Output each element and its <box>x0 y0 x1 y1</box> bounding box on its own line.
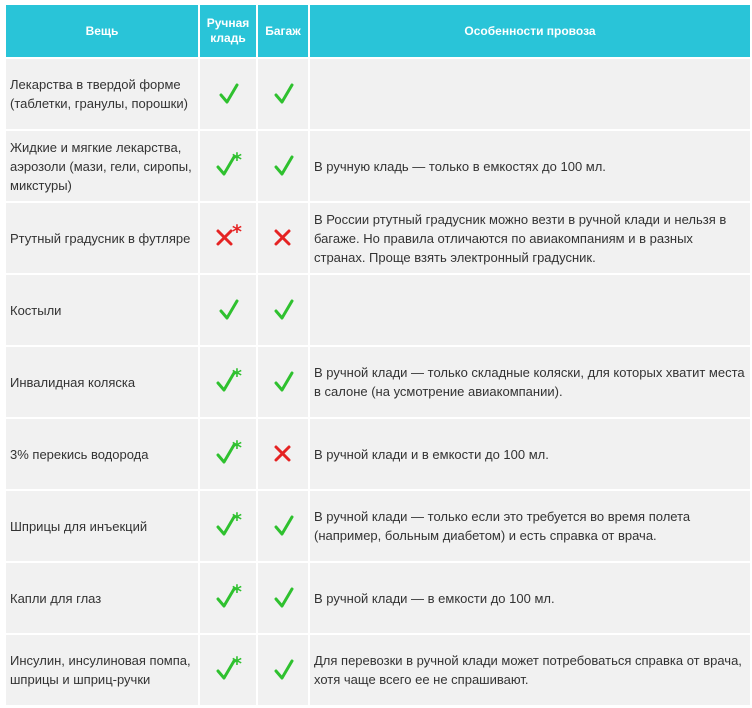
header-notes: Особенности провоза <box>310 5 750 57</box>
baggage-cell <box>258 563 308 633</box>
header-carry-on: Ручная кладь <box>200 5 256 57</box>
carry-on-cell <box>200 491 256 561</box>
table-row <box>6 347 750 417</box>
check-icon <box>271 586 301 610</box>
check-icon <box>213 437 243 466</box>
baggage-cell <box>258 635 308 705</box>
cross-icon <box>271 442 301 466</box>
item-name: Костыли <box>6 275 198 345</box>
table-row <box>6 203 750 273</box>
asterisk-mark: * <box>232 221 242 243</box>
baggage-cell <box>258 347 308 417</box>
check-icon <box>271 154 301 178</box>
check-icon <box>213 653 243 682</box>
transport-notes <box>310 59 750 129</box>
check-icon <box>271 658 301 682</box>
table-row <box>6 635 750 705</box>
carry-on-cell <box>200 563 256 633</box>
check-icon <box>271 298 301 322</box>
table-row <box>6 59 750 129</box>
baggage-cell <box>258 203 308 273</box>
carry-on-cell <box>200 347 256 417</box>
carry-on-cell <box>200 635 256 705</box>
check-icon <box>213 509 243 538</box>
carry-on-cell <box>200 131 256 201</box>
asterisk-mark: * <box>232 365 242 387</box>
baggage-cell <box>258 59 308 129</box>
transport-notes: В ручной клади — только складные коляски, для которых хватит места в салоне (на усмотрение авиакомпании). <box>310 347 750 417</box>
check-icon <box>271 82 301 106</box>
asterisk-mark: * <box>232 581 242 603</box>
check-icon <box>216 298 246 322</box>
asterisk-mark: * <box>232 509 242 531</box>
baggage-cell <box>258 491 308 561</box>
carry-on-cell <box>200 59 256 129</box>
transport-notes: В ручную кладь — только в емкостях до 100 мл. <box>310 131 750 201</box>
cross-icon <box>213 221 243 250</box>
item-name: 3% перекись водорода <box>6 419 198 489</box>
asterisk-mark: * <box>232 437 242 459</box>
baggage-cell <box>258 275 308 345</box>
item-name: Ртутный градусник в футляре <box>6 203 198 273</box>
carry-on-cell <box>200 419 256 489</box>
table-row <box>6 131 750 201</box>
table-row <box>6 419 750 489</box>
check-icon <box>271 514 301 538</box>
item-name: Капли для глаз <box>6 563 198 633</box>
transport-notes <box>310 275 750 345</box>
transport-notes: В России ртутный градусник можно везти в ручной клади и нельзя в багаже. Но правила отличаются по авиакомпаниям и в разных странах. Проще взять электронный градусник. <box>310 203 750 273</box>
asterisk-mark: * <box>232 149 242 171</box>
check-icon <box>213 149 243 178</box>
item-name: Инвалидная коляска <box>6 347 198 417</box>
header-item: Вещь <box>6 5 198 57</box>
header-baggage: Багаж <box>258 5 308 57</box>
cross-icon <box>271 226 301 250</box>
table-row <box>6 563 750 633</box>
asterisk-mark: * <box>232 653 242 675</box>
transport-notes: В ручной клади — в емкости до 100 мл. <box>310 563 750 633</box>
carry-on-cell <box>200 275 256 345</box>
table-header-row <box>6 5 750 57</box>
table-row <box>6 491 750 561</box>
check-icon <box>271 370 301 394</box>
item-name: Лекарства в твердой форме (таблетки, гранулы, порошки) <box>6 59 198 129</box>
item-name: Жидкие и мягкие лекарства, аэрозоли (мази, гели, сиропы, микстуры) <box>6 131 198 201</box>
check-icon <box>213 581 243 610</box>
check-icon <box>216 82 246 106</box>
item-name: Шприцы для инъекций <box>6 491 198 561</box>
transport-notes: В ручной клади — только если это требуется во время полета (например, больным диабетом) и есть справка от врача. <box>310 491 750 561</box>
transport-notes: Для перевозки в ручной клади может потребоваться справка от врача, хотя чаще всего ее не спрашивают. <box>310 635 750 705</box>
medication-transport-table <box>4 3 752 707</box>
table-row <box>6 275 750 345</box>
transport-notes: В ручной клади и в емкости до 100 мл. <box>310 419 750 489</box>
item-name: Инсулин, инсулиновая помпа, шприцы и шприц-ручки <box>6 635 198 705</box>
carry-on-cell <box>200 203 256 273</box>
baggage-cell <box>258 419 308 489</box>
check-icon <box>213 365 243 394</box>
baggage-cell <box>258 131 308 201</box>
